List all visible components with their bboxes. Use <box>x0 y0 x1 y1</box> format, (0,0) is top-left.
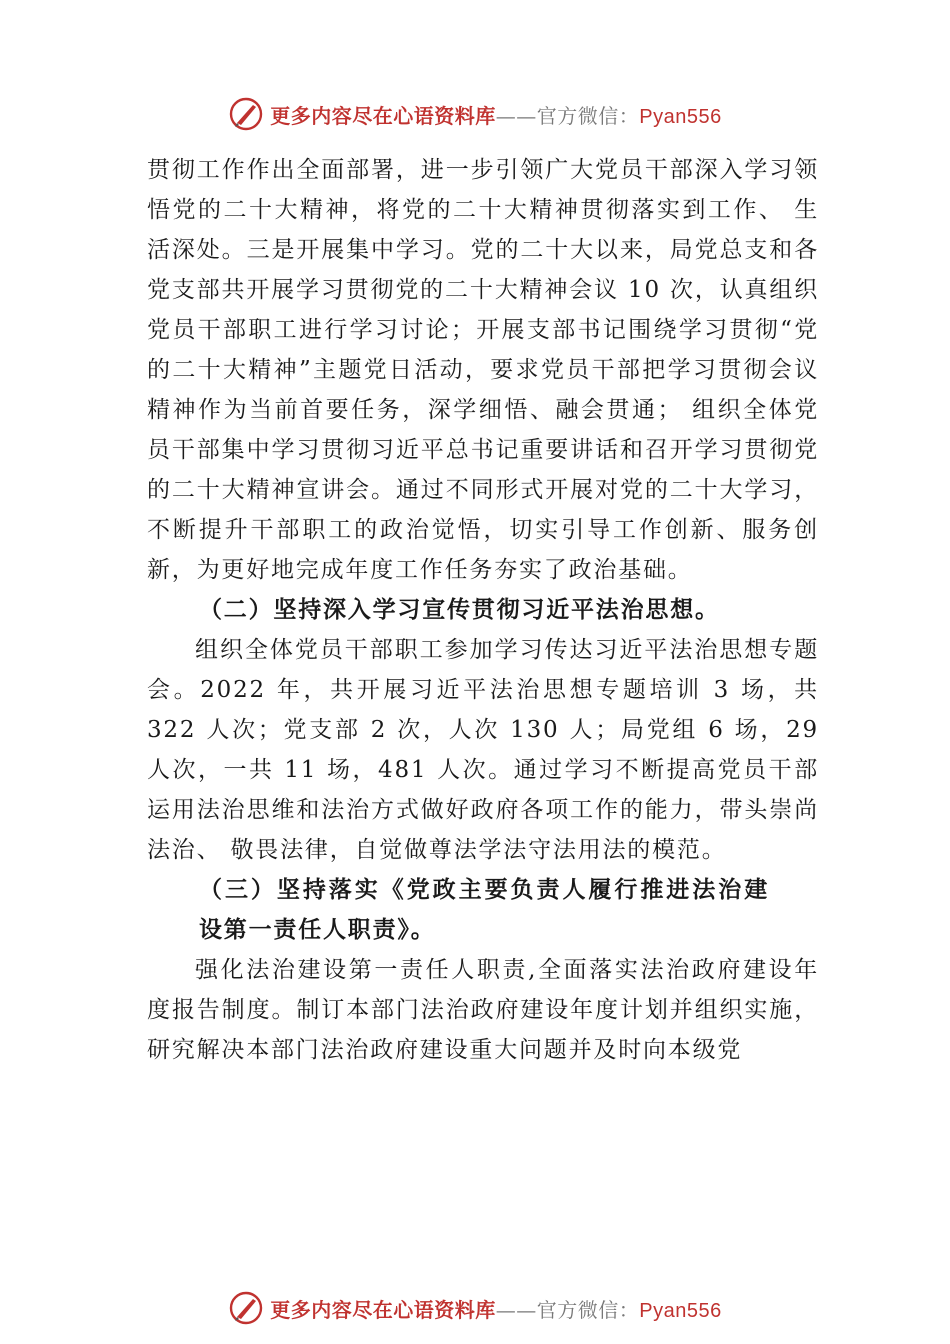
paragraph-1: 贯彻工作作出全面部署，进一步引领广大党员干部深入学习领悟党的二十大精神，将党的二十大精神贯彻落实到工作、 生活深处。三是开展集中学习。党的二十大以来，局党总支和各党支部共开展学习贯彻党的二十大精神会议 10 次，认真组织党员干部职工进行学习讨论；开展支部书记围绕学习贯彻“党的二十大精神”主题党日活动，要求党员干部把学习贯彻会议精神作为当前首要任务，深学细悟、融会贯通； 组织全体党员干部集中学习贯彻习近平总书记重要讲话和召开学习贯彻党的二十大精神宣讲会。通过不同形式开展对党的二十大学习，不断提升干部职工的政治觉悟，切实引导工作创新、服务创新，为更好地完成年度工作任务夯实了政治基础。 <box>147 157 819 583</box>
document-body <box>147 150 819 1070</box>
paragraph-3: 强化法治建设第一责任人职责,全面落实法治政府建设年度报告制度。制订本部门法治政府建设年度计划并组织实施，研究解决本部门法治政府建设重大问题并及时向本级党 <box>147 957 819 1063</box>
watermark-banner-top <box>0 92 950 136</box>
quill-pen-logo-icon <box>228 1290 264 1326</box>
section-heading-2: （二）坚持深入学习宣传贯彻习近平法治思想。 <box>199 596 720 623</box>
section-heading-3: （三）坚持落实《党政主要负责人履行推进法治建设第一责任人职责》。 <box>199 876 769 943</box>
watermark-text: 更多内容尽在心语资料库——官方微信：Pyan556 <box>270 103 722 128</box>
quill-pen-logo-icon <box>228 96 264 132</box>
watermark-banner-bottom <box>0 1286 950 1330</box>
watermark-text: 更多内容尽在心语资料库——官方微信：Pyan556 <box>270 1297 722 1322</box>
paragraph-2: 组织全体党员干部职工参加学习传达习近平法治思想专题会。2022 年，共开展习近平法治思想专题培训 3 场，共 322 人次；党支部 2 次，人次 130 人；局党组 6 场，29 人次，一共 11 场，481 人次。通过学习不断提高党员干部运用法治思维和法治方式做好政府各项工作的能力，带头崇尚法治、 敬畏法律，自觉做尊法学法守法用法的模范。 <box>147 637 819 863</box>
